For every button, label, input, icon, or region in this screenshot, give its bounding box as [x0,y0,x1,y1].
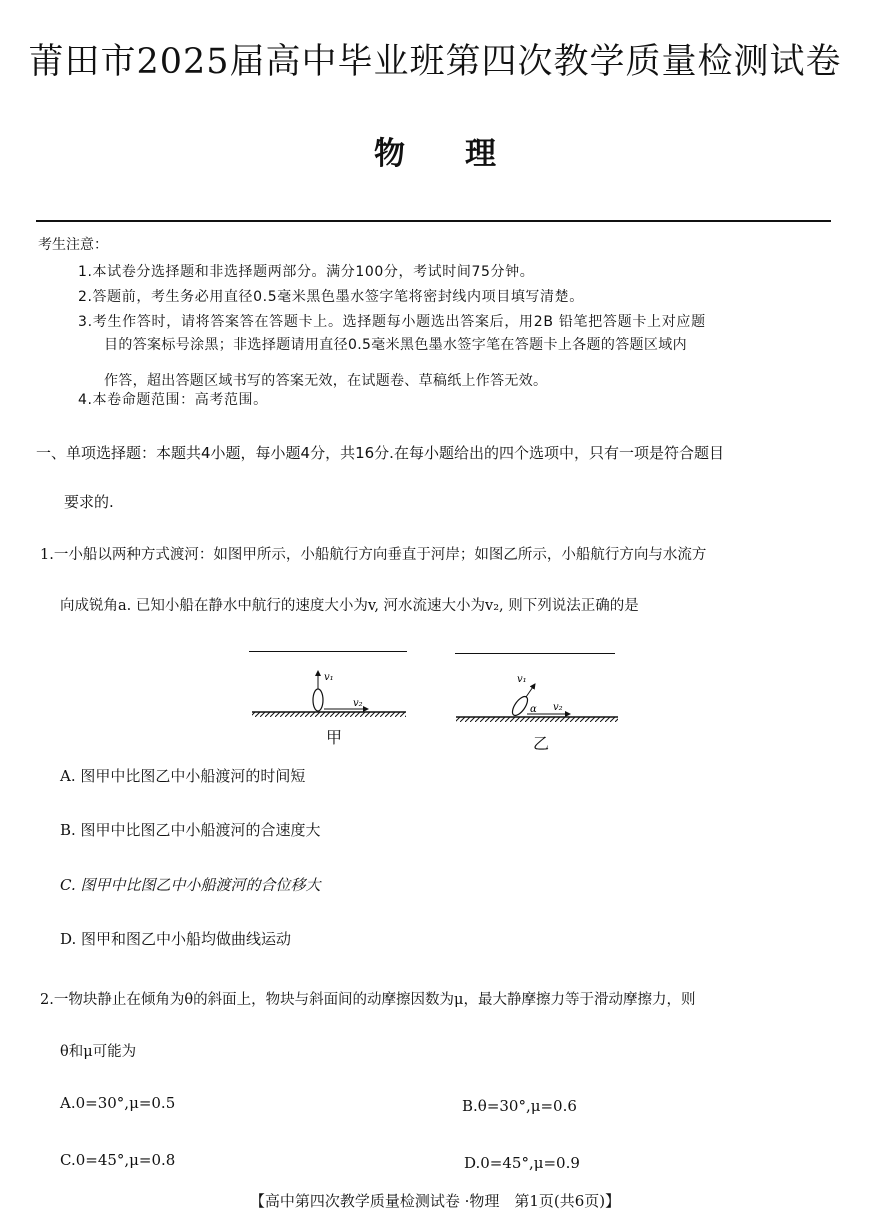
q1-option-a: A. 图甲中比图乙中小船渡河的时间短 [60,767,306,785]
question-2-stem-cont: θ和μ可能为 [60,1044,137,1060]
notice-item-3-cont2: 作答，超出答题区域书写的答案无效，在试题卷、草稿纸上作答无效。 [104,373,548,389]
notice-item-3: 3.考生作答时，请将答案答在答题卡上。选择题每小题选出答案后，用2B 铅笔把答题卡上对应题 [78,314,706,330]
figure-label-yi: 乙 [533,734,550,753]
question-2-stem: 2.一物块静止在倾角为θ的斜面上，物块与斜面间的动摩擦因数为μ，最大静摩擦力等于滑动摩擦力，则 [40,992,696,1008]
notice-title: 考生注意： [38,237,108,253]
section-heading: 一、单项选择题：本题共4小题，每小题4分，共16分.在每小题给出的四个选项中，只有一项是符合题目 [36,444,724,462]
q2-option-d: D.0=45°,μ=0.9 [464,1154,580,1172]
figure-river-bank-top-left [249,651,407,652]
arrow-v1-right [526,684,535,697]
notice-item-1: 1.本试卷分选择题和非选择题两部分。满分100分，考试时间75分钟。 [78,264,535,280]
notice-item-3-cont: 目的答案标号涂黑；非选择题请用直径0.5毫米黑色墨水签字笔在答题卡上各题的答题区域内 [104,337,687,353]
q1-option-d: D. 图甲和图乙中小船均做曲线运动 [60,930,292,948]
q2-option-a: A.0=30°,μ=0.5 [60,1094,176,1112]
q2-option-c: C.0=45°,μ=0.8 [60,1151,176,1169]
header-rule [36,220,831,222]
label-v2-right: v₂ [553,702,563,713]
bank-right-hatch [456,717,618,722]
bank-left-hatch [252,712,406,717]
label-v1-right: v₁ [517,674,527,685]
label-alpha: α [530,704,537,715]
boat-crossing-figure [240,662,640,724]
q1-option-b: B. 图甲中比图乙中小船渡河的合速度大 [60,821,321,839]
label-v1-left: v₁ [324,672,334,683]
page-footer: 【高中第四次教学质量检测试卷 ·物理 第1页(共6页)】 [249,1192,621,1210]
exam-title: 莆田市2025届高中毕业班第四次教学质量检测试卷 [28,42,842,82]
figure-river-bank-top-right [455,653,615,654]
question-1-stem: 1.一小船以两种方式渡河：如图甲所示，小船航行方向垂直于河岸；如图乙所示，小船航行方向与水流方 [40,547,707,563]
figure-label-jia: 甲 [326,728,343,747]
section-heading-cont: 要求的. [64,493,114,511]
q2-option-b: B.θ=30°,μ=0.6 [462,1097,577,1115]
subject-title: 物理 [374,136,556,172]
notice-item-2: 2.答题前，考生务必用直径0.5毫米黑色墨水签字笔将密封线内项目填写清楚。 [78,289,584,305]
question-1-stem-cont: 向成锐角a. 已知小船在静水中航行的速度大小为v, 河水流速大小为v₂, 则下列说法正确的是 [60,598,639,614]
label-v2-left: v₂ [353,698,363,709]
q1-option-c: C. 图甲中比图乙中小船渡河的合位移大 [60,876,321,894]
notice-item-4: 4.本卷命题范围：高考范围。 [78,392,268,408]
boat-left [313,689,323,711]
